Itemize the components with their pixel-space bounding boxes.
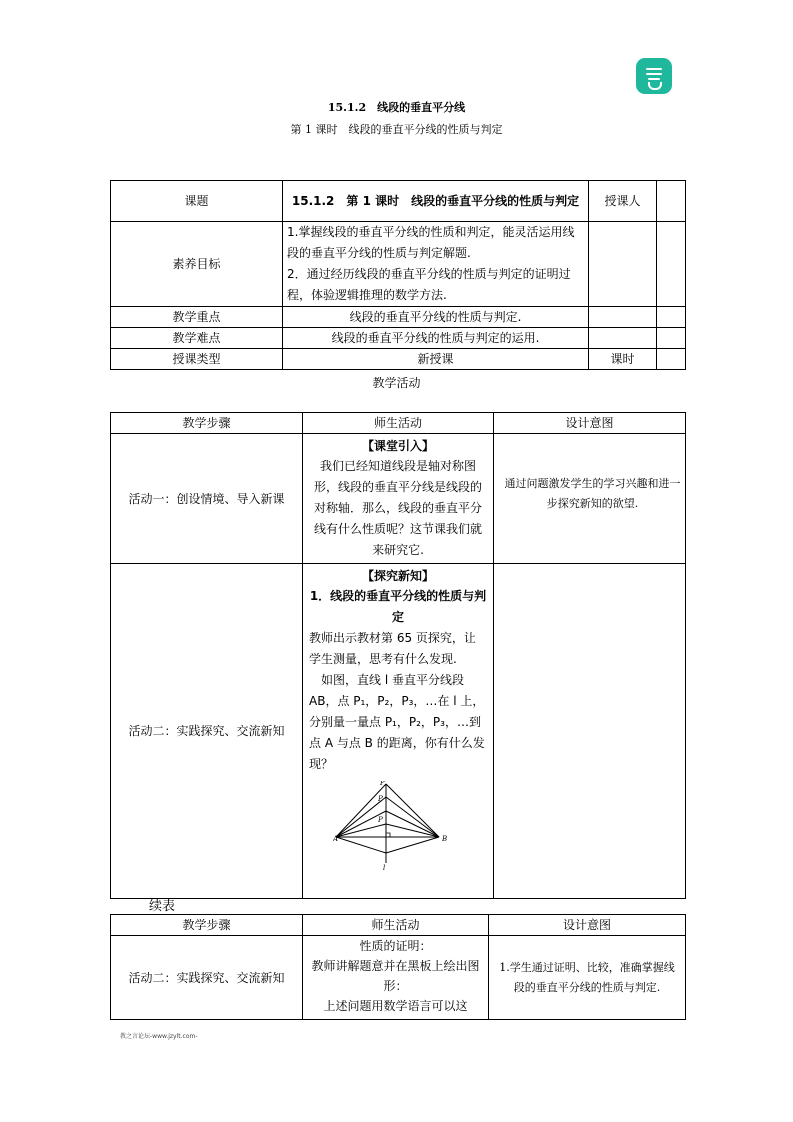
header-activity: 师生活动 [303,915,489,936]
header-activity: 师生活动 [303,413,494,434]
section-title: 【课堂引入】 [361,439,434,453]
header-step: 教学步骤 [111,413,303,434]
info-table [110,180,686,370]
topic-label: 课题 [111,181,283,222]
activity-1 [303,434,494,564]
period-label: 课时 [589,349,657,370]
page-subtitle: 第 1 课时 线段的垂直平分线的性质与判定 [290,123,503,136]
activity-table [110,412,686,899]
blank-cell [589,307,657,328]
label-a: A [333,835,339,843]
label-p2: P [378,816,383,824]
continued-label: 续表 [149,899,176,914]
intent-2 [494,564,686,899]
blank-cell [657,328,686,349]
goal-item: 2．通过经历线段的垂直平分线的性质与判定的证明过程，体验逻辑推理的数学方法. [287,267,571,302]
topic-value: 15.1.2 第 1 课时 线段的垂直平分线的性质与判定 [283,181,589,222]
perpendicular-bisector-figure [333,781,463,871]
goals-label: 素养目标 [111,222,283,307]
activity-text: 如图，直线 l 垂直平分线段 AB，点 P₁，P₂，P₃，…在 l 上，分别量一量点 P₁，P₂，P₃，…到点 A 与点 B 的距离，你有什么发现？ [309,673,485,771]
subheading: 1．线段的垂直平分线的性质与判定 [309,589,487,624]
teacher-value [657,181,686,222]
page-title: 15.1.2 线段的垂直平分线 [327,101,466,114]
activity-text: 我们已经知道线段是轴对称图形，线段的垂直平分线是线段的对称轴．那么，线段的垂直平分线有什么性质呢？这节课我们就来研究它. [313,459,482,557]
continued-intent: 1.学生通过证明、比较，准确掌握线段的垂直平分线的性质与判定. [489,936,686,1020]
difficulty-label: 教学难点 [111,328,283,349]
teacher-label: 授课人 [589,181,657,222]
key-value: 线段的垂直平分线的性质与判定. [283,307,589,328]
label-top: P [380,781,385,787]
label-b: B [442,835,448,843]
period-value [657,349,686,370]
continued-table [110,914,686,1020]
continued-step: 活动二：实践探究、交流新知 [111,936,303,1020]
header-step: 教学步骤 [111,915,303,936]
label-l: l [383,864,386,871]
footer: 教之言论坛-www.jzylt.com- [120,1033,198,1040]
step-1: 活动一：创设情境、导入新课 [111,434,303,564]
intent-1: 通过问题激发学生的学习兴趣和进一步探究新知的欲望. [494,434,686,564]
label-p1: P [378,795,383,803]
activity-2 [303,564,494,899]
blank-cell [657,307,686,328]
type-label: 授课类型 [111,349,283,370]
difficulty-value: 线段的垂直平分线的性质与判定的运用. [283,328,589,349]
continued-line: 教师讲解题意并在黑板上绘出图形： [311,959,480,993]
section-title: 【探究新知】 [361,569,434,583]
activities-caption: 教学活动 [372,376,421,390]
blank-cell [589,222,657,307]
continued-line: 性质的证明： [359,939,432,953]
continued-activity [303,936,489,1020]
type-value: 新授课 [283,349,589,370]
key-label: 教学重点 [111,307,283,328]
continued-line: 上述问题用数学语言可以这 [323,999,468,1013]
header-intent: 设计意图 [494,413,686,434]
goal-item: 1.掌握线段的垂直平分线的性质和判定，能灵活运用线段的垂直平分线的性质与判定解题. [287,225,575,260]
logo-icon [636,58,672,94]
blank-cell [589,328,657,349]
goals-cell [283,222,589,307]
header-intent: 设计意图 [489,915,686,936]
blank-cell [657,222,686,307]
step-2: 活动二：实践探究、交流新知 [111,564,303,899]
activity-text: 教师出示教材第 65 页探究，让学生测量，思考有什么发现. [309,631,476,666]
